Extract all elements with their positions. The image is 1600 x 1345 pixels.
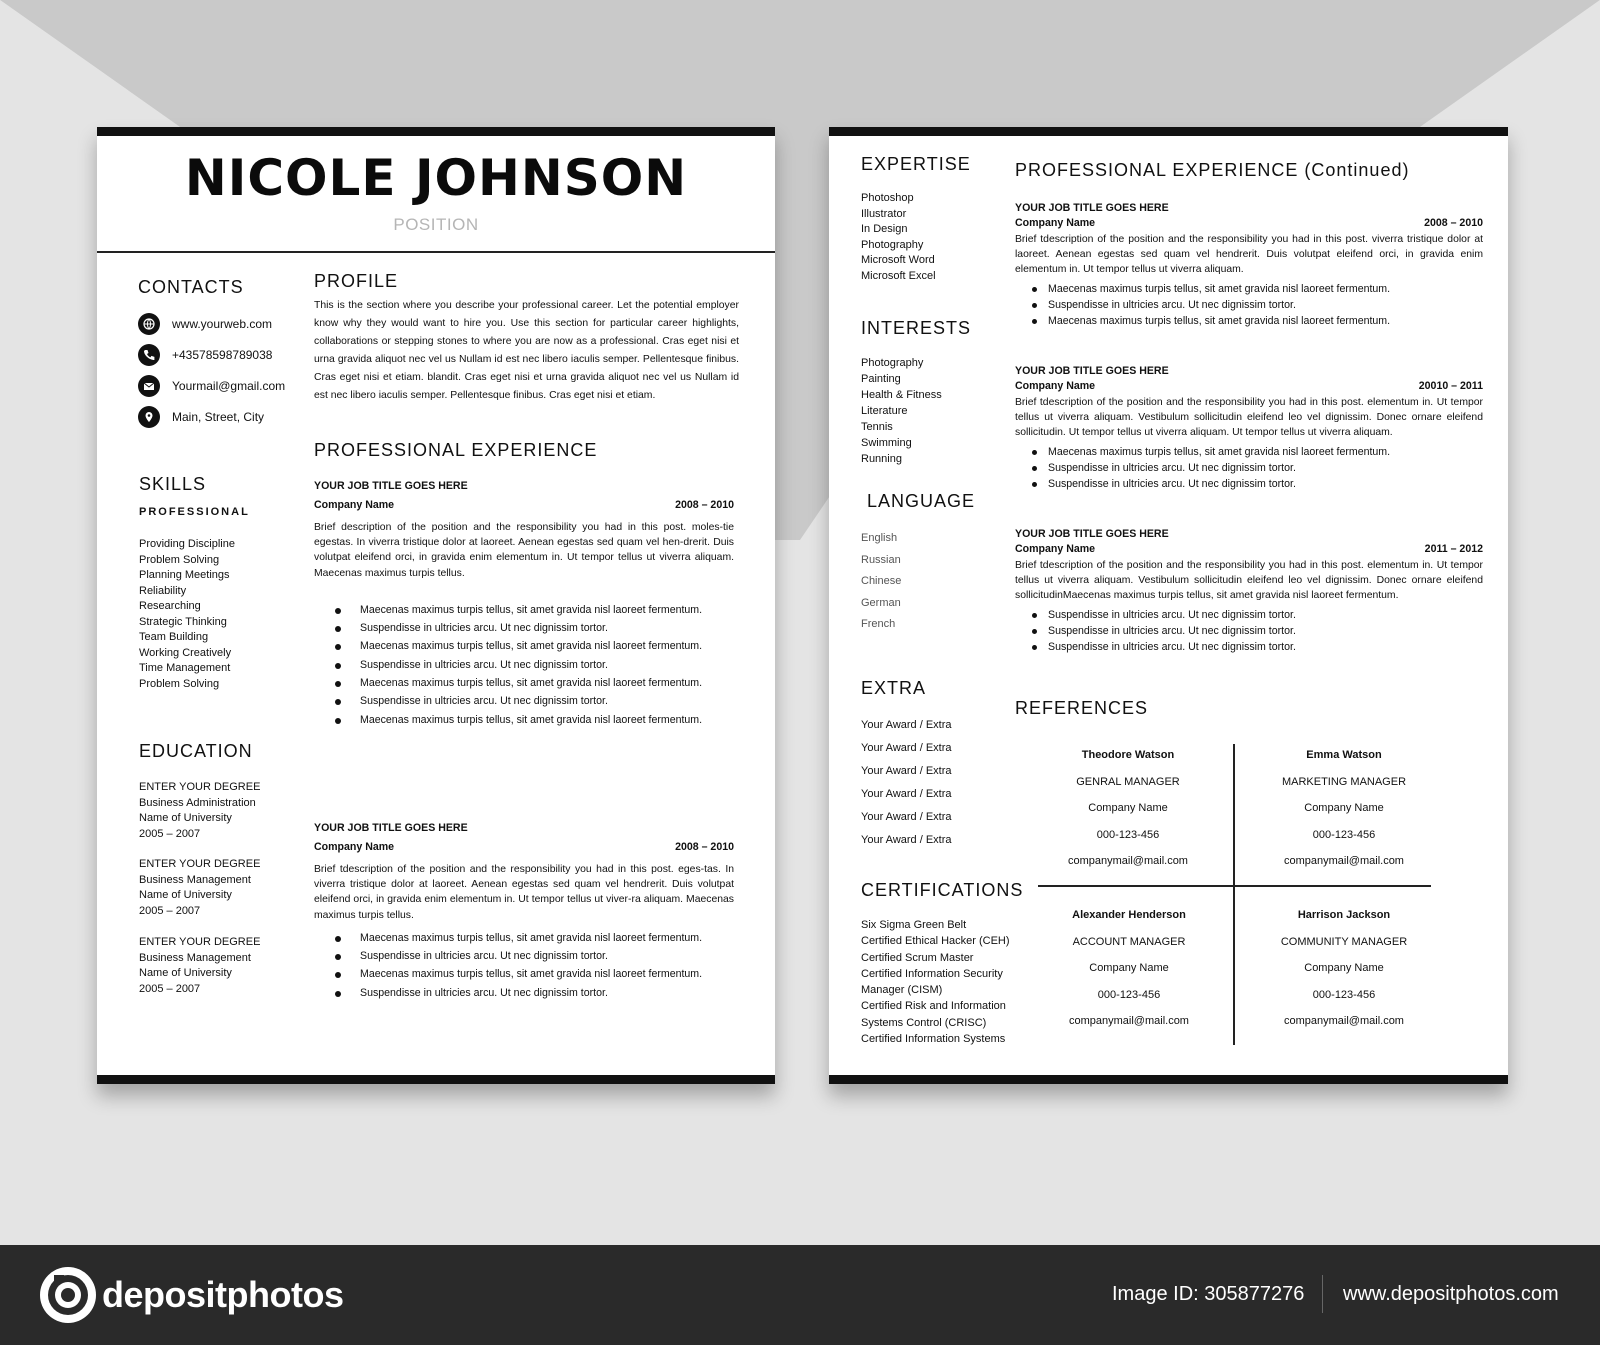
header-divider (97, 251, 775, 253)
education-entry (139, 935, 260, 997)
reference-role: GENRAL MANAGER (1076, 775, 1180, 788)
job-entry (1015, 202, 1483, 329)
extra-item: Your Award / Extra (861, 719, 952, 731)
reference-card (1244, 749, 1444, 882)
education-degree: ENTER YOUR DEGREE (139, 936, 261, 948)
reference-email[interactable]: companymail@mail.com (1068, 855, 1188, 867)
bullet-item: Suspendisse in ultricies arcu. Ut nec dignissim tortor. (314, 621, 734, 636)
bullet-item: Suspendisse in ultricies arcu. Ut nec dignissim tortor. (314, 694, 734, 709)
reference-company: Company Name (1088, 802, 1168, 814)
certification-line: Manager (CISM) (861, 984, 943, 997)
contact-text: Main, Street, City (172, 410, 265, 424)
certification-line: Certified Scrum Master (861, 951, 974, 964)
reference-role: COMMUNITY MANAGER (1280, 935, 1408, 948)
job-entry (1015, 528, 1483, 655)
interest-item: Health & Fitness (861, 389, 942, 401)
reference-email[interactable]: companymail@mail.com (1284, 1015, 1404, 1027)
extra-heading: EXTRA (861, 678, 927, 698)
bullet-item: Maecenas maximus turpis tellus, sit amet gravida nisl laoreet fermentum. (314, 931, 734, 946)
brand-logo[interactable] (40, 1267, 343, 1323)
stock-footer (0, 1245, 1600, 1345)
certification-line: Certified Information Security (861, 967, 1003, 980)
skills-heading: SKILLS (139, 474, 207, 494)
expertise-item: Illustrator (861, 207, 907, 220)
bottom-bar (829, 1075, 1508, 1084)
image-id: Image ID: 305877276 (1112, 1283, 1305, 1305)
job-bullets (1015, 607, 1483, 656)
extra-item: Your Award / Extra (861, 765, 952, 777)
skill-item: Team Building (139, 631, 209, 643)
education-years: 2005 – 2007 (139, 982, 201, 995)
language-item: English (861, 532, 898, 544)
bottom-bar (97, 1075, 775, 1084)
company-name: Company Name (314, 499, 395, 511)
job-bullets (1015, 444, 1483, 493)
certification-line: Systems Control (CRISC) (861, 1016, 987, 1029)
job-years: 2008 – 2010 (1424, 217, 1483, 229)
job-description: Brief description of the position and the responsibility you had in this post. moles-tie egestas. In viverra tristique dolor at laoreet. Aenean egestas sed quam vel hen-drerit. Duis volutpat eleifend orci, in gravida enim elementum in. Ut tempor tellus ut viverra aliquam. Maecenas maximus turpis tellus. (314, 522, 734, 579)
language-list (861, 528, 901, 636)
bullet-item: Suspendisse in ultricies arcu. Ut nec dignissim tortor. (314, 986, 734, 1001)
references-horizontal-divider (1038, 885, 1431, 887)
bullet-item: Suspendisse in ultricies arcu. Ut nec dignissim tortor. (1015, 623, 1483, 639)
experience-continued-heading: PROFESSIONAL EXPERIENCE (Continued) (1015, 160, 1410, 180)
expertise-item: Photography (861, 238, 924, 251)
interest-item: Photography (861, 357, 924, 369)
contact-text: www.yourweb.com (172, 317, 273, 331)
resume-page-1 (97, 127, 775, 1084)
bullet-item: Maecenas maximus turpis tellus, sit amet gravida nisl laoreet fermentum. (314, 967, 734, 982)
job-title: YOUR JOB TITLE GOES HERE (1015, 528, 1169, 540)
job-bullets (314, 603, 734, 728)
bullet-item: Suspendisse in ultricies arcu. Ut nec dignissim tortor. (1015, 476, 1483, 492)
certifications-list (861, 917, 1010, 1047)
interest-item: Literature (861, 405, 908, 417)
camera-logo-icon (40, 1267, 96, 1323)
interests-list (861, 355, 942, 467)
footer-separator (1322, 1275, 1323, 1313)
education-heading: EDUCATION (139, 741, 253, 761)
job-years: 20010 – 2011 (1418, 380, 1483, 392)
interest-item: Running (861, 453, 902, 465)
certifications-heading: CERTIFICATIONS (861, 880, 1024, 900)
reference-company: Company Name (1304, 962, 1384, 974)
reference-email[interactable]: companymail@mail.com (1069, 1015, 1189, 1027)
reference-card (1029, 909, 1229, 1042)
company-name: Company Name (314, 841, 395, 853)
reference-card (1244, 909, 1444, 1042)
expertise-item: Photoshop (861, 192, 914, 204)
location-pin-icon (138, 406, 160, 428)
job-description: Brief tdescription of the position and the responsibility you had in this post. elementum in. Ut tempor tellus ut viverra aliquam. Vestibulum sollicitudin eleifend leo vel dignissim. Donec ornare eleifend sollicitudin. Ut tempor tellus ut viverra aliquam. Ut tempor tellus ut viverra aliquam. (1015, 397, 1483, 439)
reference-role: ACCOUNT MANAGER (1072, 935, 1186, 948)
job-title: YOUR JOB TITLE GOES HERE (1015, 365, 1169, 377)
contact-address (138, 406, 264, 428)
expertise-list (861, 191, 936, 284)
extra-item: Your Award / Extra (861, 834, 952, 846)
skill-item: Working Creatively (139, 646, 232, 659)
skill-item: Reliability (139, 584, 187, 597)
reference-email[interactable]: companymail@mail.com (1284, 855, 1404, 867)
bullet-item: Suspendisse in ultricies arcu. Ut nec dignissim tortor. (1015, 639, 1483, 655)
bullet-item: Maecenas maximus turpis tellus, sit amet gravida nisl laoreet fermentum. (1015, 281, 1483, 297)
globe-icon (138, 313, 160, 335)
phone-icon (138, 344, 160, 366)
profile-heading: PROFILE (314, 271, 399, 291)
profile-text: This is the section where you describe your professional career. Let the potential employer know why they would want to hire you. Use this section for particular career highlights, collaborations or stepping stones to where you are now as a professional. Cras eget nisi et urna gravida aliquot nec vel us Nullam id est nec libero iaculis semper. Pellentesque finibus. Cras eget nisi et etiam. blandit. Cras eget nisi et urna gravida aliquot nec vel us Nullam id est nec libero iaculis semper. Pellentesque finibus. Cras eget nisi et etiam. (314, 300, 739, 401)
contact-website[interactable] (138, 313, 272, 335)
bullet-item: Maecenas maximus turpis tellus, sit amet gravida nisl laoreet fermentum. (1015, 444, 1483, 460)
company-name: Company Name (1015, 217, 1096, 229)
certification-line: Certified Risk and Information (861, 1000, 1006, 1013)
education-entry (139, 780, 260, 842)
certification-line: Certified Information Systems (861, 1033, 1006, 1046)
language-item: Chinese (861, 575, 902, 587)
reference-name: Theodore Watson (1081, 749, 1175, 761)
job-title: YOUR JOB TITLE GOES HERE (314, 480, 468, 492)
skill-item: Problem Solving (139, 553, 220, 566)
candidate-position: POSITION (393, 215, 479, 234)
reference-phone: 000-123-456 (1096, 828, 1160, 841)
contact-email[interactable] (138, 375, 285, 397)
skills-subheading: PROFESSIONAL (139, 506, 250, 518)
candidate-name: NICOLE JOHNSON (184, 149, 688, 207)
website-link[interactable]: www.depositphotos.com (1343, 1283, 1559, 1305)
education-field: Business Management (139, 951, 251, 964)
bullet-item: Suspendisse in ultricies arcu. Ut nec dignissim tortor. (314, 658, 734, 673)
resume-page-2 (829, 127, 1508, 1084)
reference-name: Alexander Henderson (1072, 909, 1186, 921)
education-school: Name of University (139, 812, 232, 824)
expertise-item: Microsoft Excel (861, 269, 936, 282)
contact-text: +43578598789038 (172, 348, 273, 362)
job-entry (1015, 365, 1483, 492)
brand-name: depositphotos (102, 1274, 344, 1315)
education-entry (139, 857, 260, 919)
reference-company: Company Name (1089, 962, 1169, 974)
job-years: 2008 – 2010 (675, 841, 734, 853)
language-item: French (861, 618, 896, 630)
interests-heading: INTERESTS (861, 318, 972, 338)
extra-item: Your Award / Extra (861, 742, 952, 754)
education-field: Business Administration (139, 796, 256, 809)
skill-item: Problem Solving (139, 677, 220, 690)
skill-item: Planning Meetings (139, 569, 230, 581)
language-heading: LANGUAGE (867, 491, 976, 511)
job-title: YOUR JOB TITLE GOES HERE (1015, 202, 1169, 214)
language-item: German (861, 596, 901, 609)
extra-item: Your Award / Extra (861, 788, 952, 800)
education-degree: ENTER YOUR DEGREE (139, 781, 261, 793)
job-years: 2011 – 2012 (1424, 543, 1483, 555)
bullet-item: Suspendisse in ultricies arcu. Ut nec dignissim tortor. (1015, 297, 1483, 313)
language-item: Russian (861, 553, 901, 566)
job-bullets (314, 931, 734, 1001)
skill-item: Providing Discipline (139, 538, 235, 550)
contact-phone[interactable] (138, 344, 272, 366)
experience-heading: PROFESSIONAL EXPERIENCE (314, 440, 598, 460)
expertise-item: Microsoft Word (861, 254, 935, 266)
references-heading: REFERENCES (1015, 698, 1149, 718)
job-bullets (1015, 281, 1483, 330)
job-description: Brief tdescription of the position and the responsibility you had in this post. eges-tas. In viverra tristique dolor at laoreet. Aenean egestas sed quam vel hendrerit. Duis volutpat eleifend orci, in gravida enim elementum in. Ut tempor tellus ut viver-ra aliquam. Maecenas maximus turpis tellus. (314, 864, 734, 921)
job-entry (314, 822, 734, 1004)
contacts-heading: CONTACTS (138, 277, 244, 297)
mail-icon (138, 375, 160, 397)
references-vertical-divider (1233, 744, 1235, 1045)
contact-text: Yourmail@gmail.com (172, 379, 286, 393)
education-school: Name of University (139, 967, 232, 979)
job-description: Brief tdescription of the position and the responsibility you had in this post. elementum in. Ut tempor tellus ut viverra aliquam. Vestibulum sollicitudin eleifend leo vel dignissim. Donec ornare eleifend sollicitudinMaecenas maximus turpis tellus, sit amet gravida nisl laoreet fermentum. (1015, 560, 1483, 602)
bullet-item: Maecenas maximus turpis tellus, sit amet gravida nisl laoreet fermentum. (314, 639, 734, 654)
skills-list (139, 537, 235, 692)
certification-line: Certified Ethical Hacker (CEH) (861, 935, 1010, 948)
reference-name: Harrison Jackson (1297, 909, 1391, 921)
skill-item: Time Management (139, 662, 231, 674)
certification-line: Six Sigma Green Belt (861, 919, 967, 931)
job-description: Brief tdescription of the position and the responsibility you had in this post. viverra tristique dolor at laoreet. Aenean egestas sed quam vel hendrerit. Duis volutpat eleifend orci, in gravida enim elementum in. Ut tempor tellus ut viverra aliquam. (1015, 234, 1483, 276)
education-field: Business Management (139, 873, 251, 886)
reference-phone: 000-123-456 (1097, 988, 1161, 1001)
bullet-item: Maecenas maximus turpis tellus, sit amet gravida nisl laoreet fermentum. (314, 603, 734, 618)
bullet-item: Suspendisse in ultricies arcu. Ut nec dignissim tortor. (1015, 607, 1483, 623)
reference-card (1028, 749, 1228, 882)
interest-item: Swimming (861, 437, 912, 449)
reference-role: MARKETING MANAGER (1281, 775, 1407, 788)
top-bar (97, 127, 775, 136)
bullet-item: Maecenas maximus turpis tellus, sit amet gravida nisl laoreet fermentum. (1015, 313, 1483, 329)
bullet-item: Maecenas maximus turpis tellus, sit amet gravida nisl laoreet fermentum. (314, 676, 734, 691)
extra-list (861, 714, 952, 852)
interest-item: Tennis (861, 421, 893, 433)
top-bar (829, 127, 1508, 136)
education-years: 2005 – 2007 (139, 904, 201, 917)
education-school: Name of University (139, 889, 232, 901)
bullet-item: Suspendisse in ultricies arcu. Ut nec dignissim tortor. (314, 949, 734, 964)
expertise-heading: EXPERTISE (861, 154, 971, 174)
education-degree: ENTER YOUR DEGREE (139, 858, 261, 870)
extra-item: Your Award / Extra (861, 811, 952, 823)
bullet-item: Suspendisse in ultricies arcu. Ut nec dignissim tortor. (1015, 460, 1483, 476)
interest-item: Painting (861, 373, 901, 385)
reference-phone: 000-123-456 (1312, 828, 1376, 841)
job-years: 2008 – 2010 (675, 499, 734, 511)
expertise-item: In Design (861, 223, 908, 235)
company-name: Company Name (1015, 543, 1096, 555)
company-name: Company Name (1015, 380, 1096, 392)
skill-item: Strategic Thinking (139, 615, 227, 628)
education-years: 2005 – 2007 (139, 827, 201, 840)
job-entry (314, 480, 734, 731)
skill-item: Researching (139, 600, 201, 612)
job-title: YOUR JOB TITLE GOES HERE (314, 822, 468, 834)
reference-company: Company Name (1304, 802, 1384, 814)
reference-phone: 000-123-456 (1312, 988, 1376, 1001)
bullet-item: Maecenas maximus turpis tellus, sit amet gravida nisl laoreet fermentum. (314, 713, 734, 728)
reference-name: Emma Watson (1306, 749, 1382, 761)
